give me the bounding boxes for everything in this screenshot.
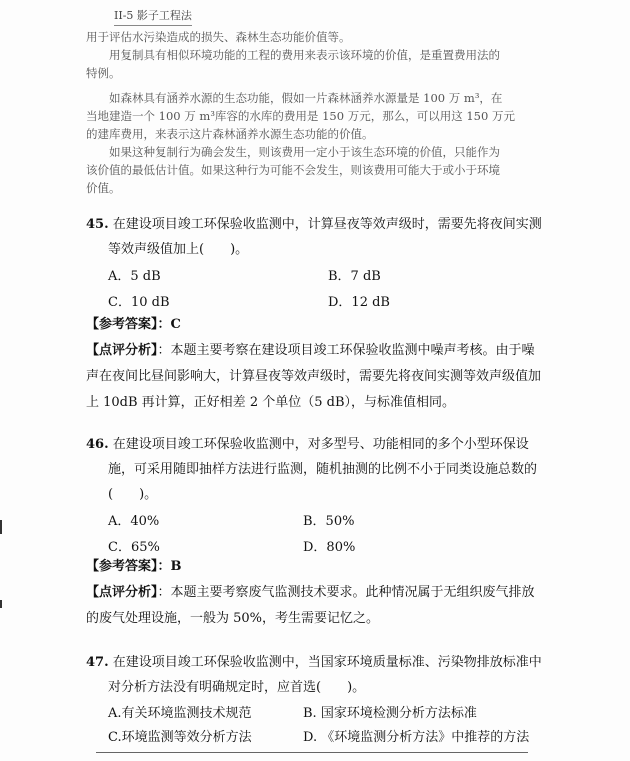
answer-45 [86,312,556,338]
answer-label: 【参考答案】 [86,317,158,332]
option-c[interactable]: C.环境监测等效分析方法 [108,730,252,745]
question-stem: 在建设项目竣工环保验收监测中，对多型号、功能相同的多个小型环保设 [112,437,529,452]
question-47 [86,650,556,750]
analysis-line: ：本题主要考察在建设项目竣工环保验收监测中噪声考核。由于噪 [157,343,535,358]
question-number: 46. [86,437,109,452]
analysis-line: ：本题主要考察废气监测技术要求。此种情况属于无组织废气排放 [157,585,535,600]
question-number: 47. [86,655,109,670]
text-line: 的建库费用，来表示这片森林涵养水源生态功能的价值。 [86,127,374,141]
question-stem: 在建设项目竣工环保验收监测中，计算昼夜等效声级时，需要先将夜间实测 [112,217,542,232]
page-bottom-rule [96,752,528,753]
analysis-45 [86,338,556,416]
analysis-line: 的废气处理设施，一般为 50%，考生需要记忆之。 [86,611,380,626]
option-b[interactable]: B．50% [303,514,355,529]
answer-46 [86,554,556,580]
analysis-line: 上 10dB 再计算，正好相差 2 个单位（5 dB），与标准值相同。 [86,395,455,410]
text-line: 用复制具有相似环境功能的工程的费用来表示该环境的价值，是重置费用法的 [109,48,500,62]
text-line: 价值。 [86,181,121,195]
analysis-line: 声在夜间比昼间影响大，计算昼夜等效声级时，需要先将夜间实测等效声级值加 [86,369,542,384]
option-d[interactable]: D．80% [303,540,356,555]
analysis-label: 【点评分析】 [86,343,158,358]
question-45 [86,212,556,316]
answer-value: ：C [157,317,181,332]
option-a[interactable]: A．40% [108,514,160,529]
text-line: 如果这种复制行为确会发生，则该费用一定小于该生态环境的价值，只能作为 [109,145,500,159]
option-d[interactable]: D．12 dB [328,295,390,310]
question-stem-cont: ( )。 [108,487,158,502]
option-d[interactable]: D. 《环境监测分析方法》中推荐的方法 [303,730,530,745]
option-b[interactable]: B. 国家环境检测分析方法标准 [303,706,477,721]
text-line: 当地建造一个 100 万 m³库容的水库的费用是 150 万元，那么，可以用这 150 万元 [86,109,515,123]
answer-label: 【参考答案】 [86,559,158,574]
question-stem-cont: 对分析方法没有明确规定时，应首选( )。 [108,680,366,695]
option-a[interactable]: A．5 dB [108,269,161,284]
question-stem: 在建设项目竣工环保验收监测中，当国家环境质量标准、污染物排放标准中 [112,655,542,670]
analysis-46 [86,580,556,632]
question-number: 45. [86,217,109,232]
option-c[interactable]: C．10 dB [108,295,170,310]
option-b[interactable]: B．7 dB [328,269,381,284]
options [86,702,556,750]
scan-edge-mark [0,520,2,534]
answer-value: ：B [157,559,182,574]
text-line: 如森林具有涵养水源的生态功能，假如一片森林涵养水源量是 100 万 m³，在 [109,91,503,105]
option-c[interactable]: C．65% [108,540,160,555]
question-stem-cont: 施，可采用随即抽样方法进行监测，随机抽测的比例不小于同类设施总数的 [108,462,538,477]
option-a[interactable]: A.有关环境监测技术规范 [108,706,252,721]
scan-edge-mark [0,600,2,608]
question-46 [86,432,556,561]
text-line: 特例。 [86,66,121,80]
text-line: 该价值的最低估计值。如果这种行为可能不会发生，则该费用可能大于或小于环境 [86,163,500,177]
section-header: II-5 影子工程法 [114,7,192,26]
question-stem-cont: 等效声级值加上( )。 [108,242,249,257]
options [86,264,556,316]
text-line: 用于评估水污染造成的损失、森林生态功能价值等。 [86,30,351,44]
previous-section-text [86,6,556,197]
analysis-label: 【点评分析】 [86,585,158,600]
